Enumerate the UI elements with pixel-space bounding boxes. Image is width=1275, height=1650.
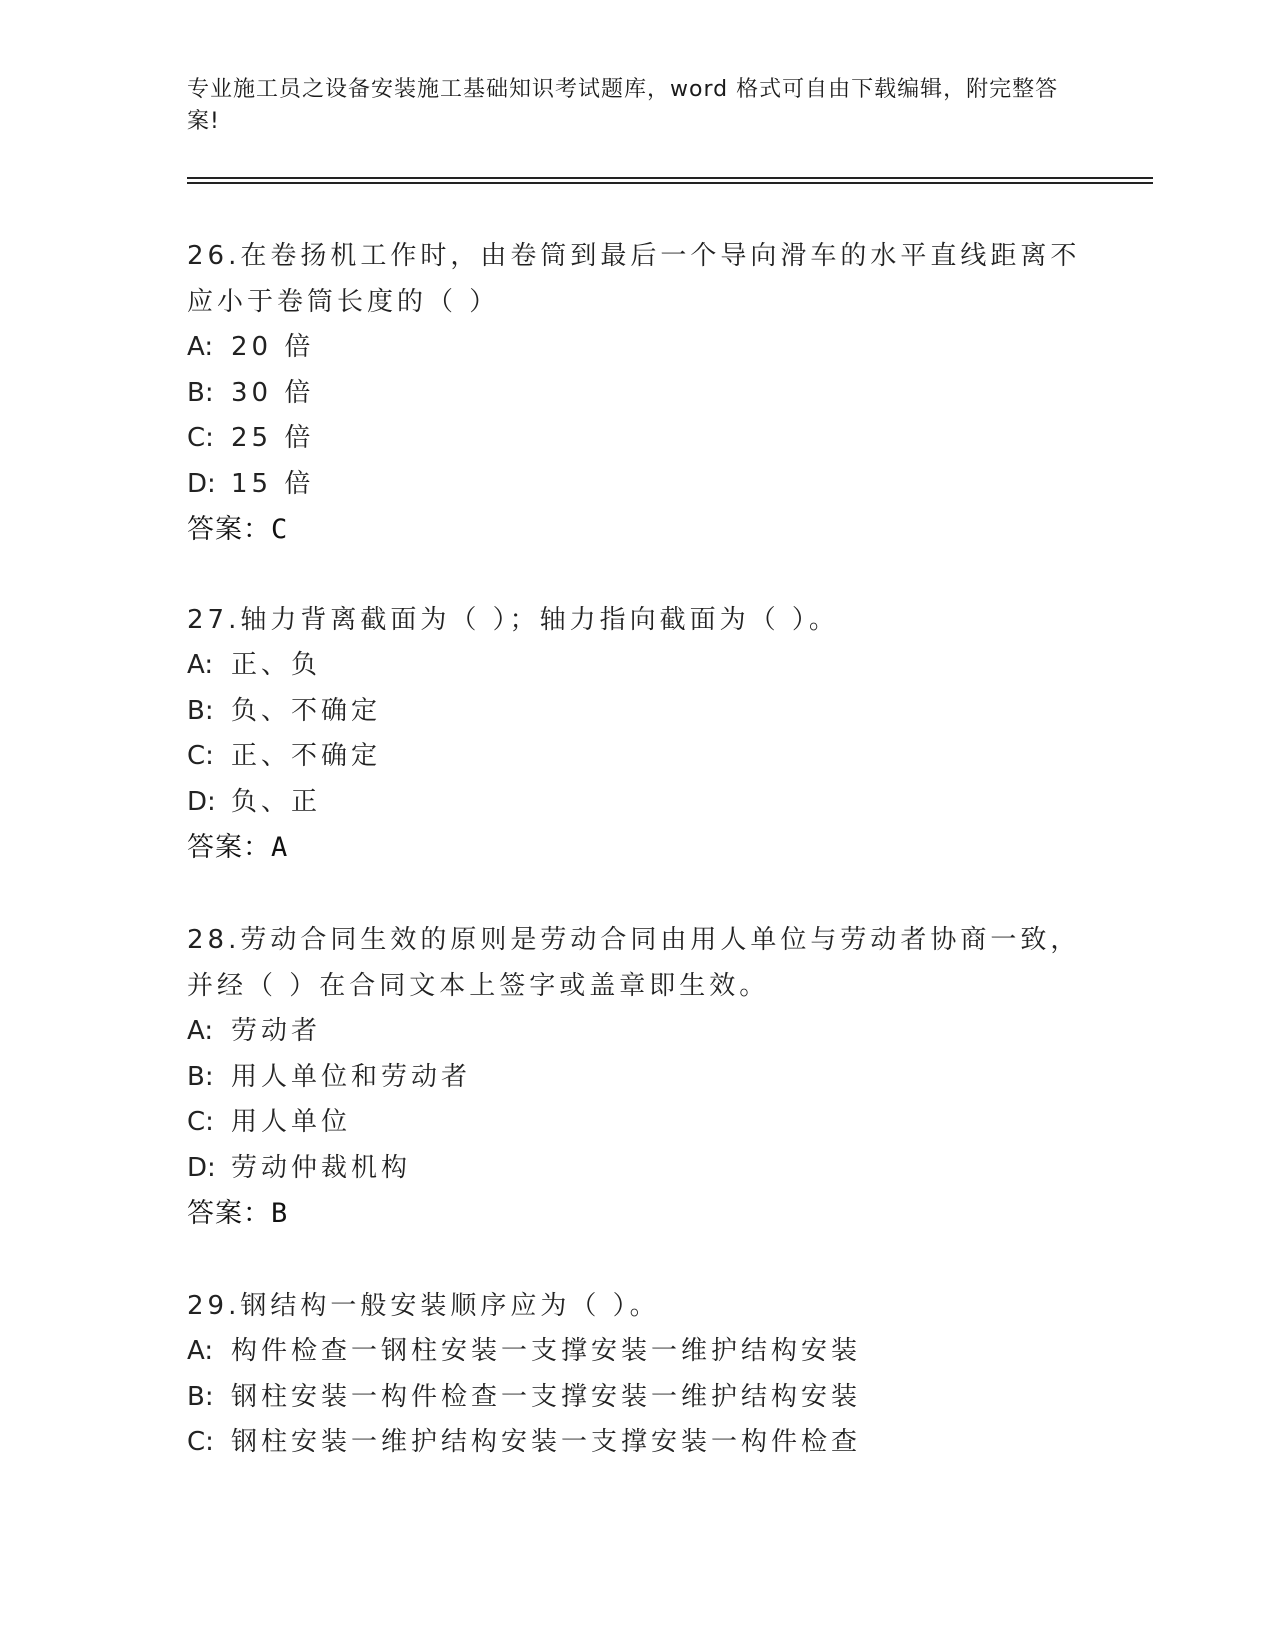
option-text: 用人单位	[231, 1107, 352, 1137]
option-key: A:	[187, 1336, 214, 1366]
option-c	[187, 1420, 1087, 1466]
option-text: 20 倍	[231, 332, 315, 362]
option-b	[187, 1055, 1087, 1101]
option-text: 30 倍	[231, 377, 315, 408]
option-key: C:	[187, 1107, 214, 1137]
option-a	[187, 643, 1087, 689]
option-key: A:	[187, 332, 214, 362]
option-key: D:	[187, 786, 216, 817]
option-c	[187, 1100, 1087, 1146]
answer-line	[187, 825, 1087, 871]
question-27	[187, 597, 1087, 871]
header-divider-top	[187, 177, 1153, 179]
option-text: 构件检查一钢柱安装一支撑安装一维护结构安装	[231, 1336, 862, 1366]
option-key: A:	[187, 1016, 214, 1046]
option-text: 负、正	[231, 786, 322, 817]
answer-label: 答案：	[187, 832, 271, 863]
option-a	[187, 325, 1087, 371]
question-28	[187, 917, 1087, 1237]
option-d	[187, 1146, 1087, 1192]
option-c	[187, 416, 1087, 462]
option-b	[187, 689, 1087, 735]
option-d	[187, 780, 1087, 826]
option-key: B:	[187, 1061, 214, 1092]
answer-value: B	[271, 1198, 289, 1229]
option-key: C:	[187, 741, 214, 771]
question-stem: 29.钢结构一般安装顺序应为（ ）。	[187, 1291, 660, 1321]
option-key: D:	[187, 468, 216, 499]
option-c	[187, 734, 1087, 780]
option-b	[187, 1375, 1087, 1421]
option-text: 15 倍	[231, 468, 315, 499]
option-text: 25 倍	[231, 423, 315, 453]
option-text: 钢柱安装一构件检查一支撑安装一维护结构安装	[231, 1381, 862, 1412]
option-text: 正、不确定	[231, 741, 382, 771]
question-stem: 27.轴力背离截面为（ ）；轴力指向截面为（ ）。	[187, 605, 839, 635]
answer-line	[187, 507, 1087, 553]
question-stem: 28.劳动合同生效的原则是劳动合同由用人单位与劳动者协商一致，并经（ ）在合同文本上签字或盖章即生效。	[187, 925, 1081, 1001]
answer-value: A	[271, 832, 289, 863]
option-text: 用人单位和劳动者	[231, 1061, 472, 1092]
header-divider-bottom	[187, 182, 1153, 184]
option-text: 钢柱安装一维护结构安装一支撑安装一构件检查	[231, 1427, 862, 1457]
option-b	[187, 371, 1087, 417]
answer-label: 答案：	[187, 514, 271, 545]
option-text: 劳动者	[231, 1016, 322, 1046]
answer-line	[187, 1191, 1087, 1237]
option-d	[187, 462, 1087, 508]
option-text: 劳动仲裁机构	[231, 1152, 412, 1183]
option-a	[187, 1329, 1087, 1375]
option-text: 负、不确定	[231, 695, 382, 726]
answer-value: C	[271, 514, 289, 545]
answer-label: 答案：	[187, 1198, 271, 1229]
option-key: D:	[187, 1152, 216, 1183]
document-header: 专业施工员之设备安装施工基础知识考试题库，word 格式可自由下载编辑，附完整答案!	[187, 77, 1059, 134]
question-stem: 26.在卷扬机工作时，由卷筒到最后一个导向滑车的水平直线距离不应小于卷筒长度的（ ）	[187, 241, 1081, 317]
option-text: 正、负	[231, 650, 322, 680]
option-key: C:	[187, 1427, 214, 1457]
option-key: B:	[187, 1381, 214, 1412]
option-a	[187, 1009, 1087, 1055]
option-key: C:	[187, 423, 214, 453]
option-key: B:	[187, 695, 214, 726]
question-26	[187, 233, 1087, 553]
question-29	[187, 1283, 1087, 1466]
option-key: A:	[187, 650, 214, 680]
option-key: B:	[187, 377, 214, 408]
